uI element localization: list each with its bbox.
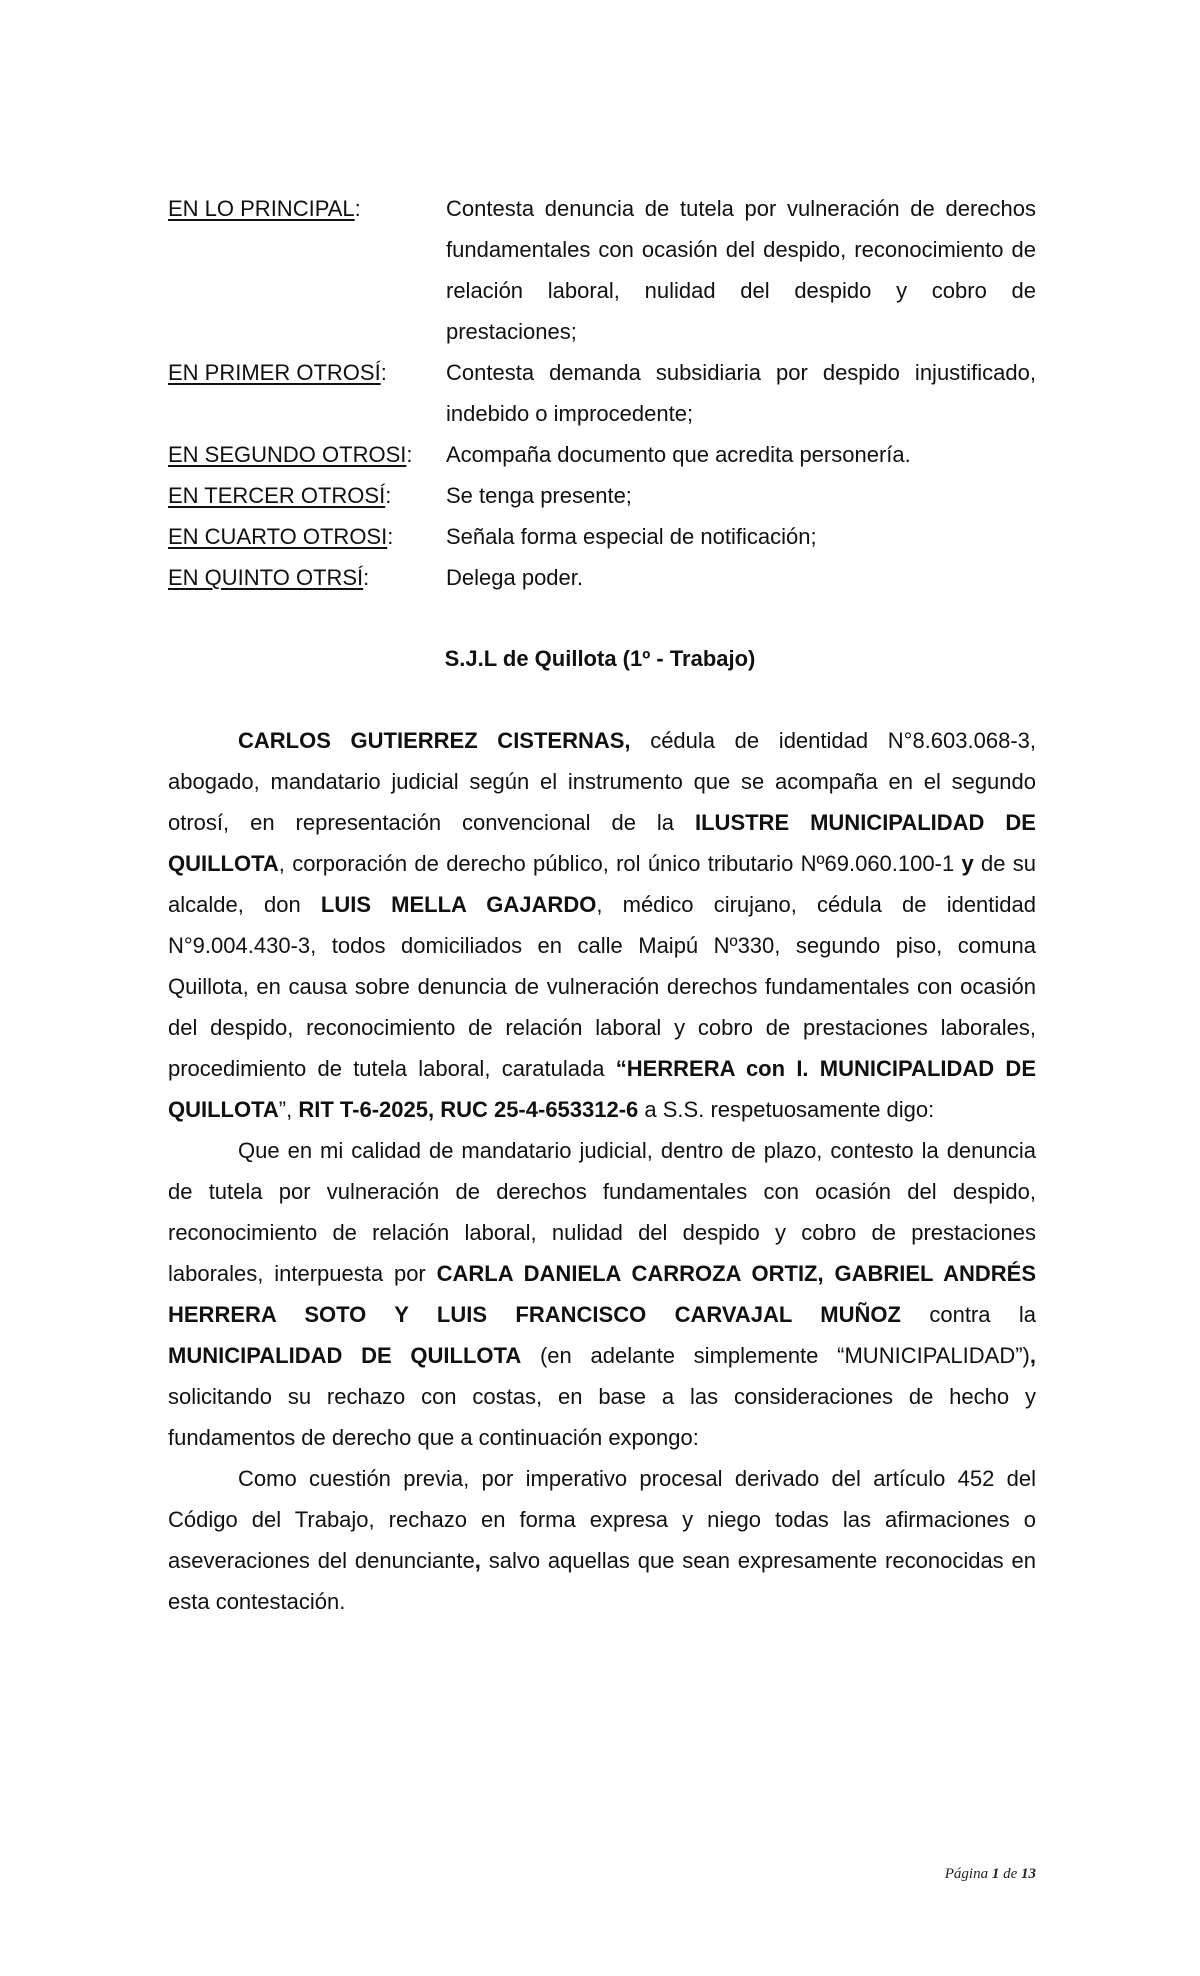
sumilla-block	[168, 188, 1036, 598]
sumilla-label: EN TERCER OTROSÍ:	[168, 483, 392, 508]
court-heading: S.J.L de Quillota (1º - Trabajo)	[444, 646, 756, 671]
sumilla-row	[168, 516, 1036, 557]
sumilla-text: Señala forma especial de notificación;	[446, 524, 817, 549]
sumilla-label: EN QUINTO OTRSÍ:	[168, 565, 370, 590]
sumilla-label: EN LO PRINCIPAL:	[168, 196, 361, 221]
sumilla-text: Se tenga presente;	[446, 483, 632, 508]
sumilla-row	[168, 352, 1036, 434]
sumilla-text: Delega poder.	[446, 565, 583, 590]
sumilla-row	[168, 557, 1036, 598]
sumilla-label: EN PRIMER OTROSÍ:	[168, 360, 387, 385]
sumilla-text: Contesta demanda subsidiaria por despido injustificado, indebido o improcedente;	[446, 360, 1036, 426]
preliminary-paragraph: Como cuestión previa, por imperativo procesal derivado del artículo 452 del Código del Trabajo, rechazo en forma expresa y niego todas las afirmaciones o aseveraciones del denunciante, salvo aquellas que sean expresamente reconocidas en esta contestación.	[168, 1466, 1036, 1614]
sumilla-label: EN SEGUNDO OTROSI:	[168, 442, 413, 467]
response-paragraph: Que en mi calidad de mandatario judicial, dentro de plazo, contesto la denuncia de tutela por vulneración de derechos fundamentales con ocasión del despido, reconocimiento de relación laboral, nulidad del despido y cobro de prestaciones laborales, interpuesta por CARLA DANIELA CARROZA ORTIZ, GABRIEL ANDRÉS HERRERA SOTO Y LUIS FRANCISCO CARVAJAL MUÑOZ contra la MUNICIPALIDAD DE QUILLOTA (en adelante simplemente “MUNICIPALIDAD”), solicitando su rechazo con costas, en base a las consideraciones de hecho y fundamentos de derecho que a continuación expongo:	[168, 1138, 1037, 1450]
sumilla-text: Contesta denuncia de tutela por vulneración de derechos fundamentales con ocasión del despido, reconocimiento de relación laboral, nulidad del despido y cobro de prestaciones;	[446, 196, 1036, 344]
sumilla-text: Acompaña documento que acredita personería.	[446, 442, 911, 467]
intro-paragraph: CARLOS GUTIERREZ CISTERNAS, cédula de identidad N°8.603.068-3, abogado, mandatario judicial según el instrumento que se acompaña en el segundo otrosí, en representación convencional de la ILUSTRE MUNICIPALIDAD DE QUILLOTA, corporación de derecho público, rol único tributario Nº69.060.100-1 y de su alcalde, don LUIS MELLA GAJARDO, médico cirujano, cédula de identidad N°9.004.430-3, todos domiciliados en calle Maipú Nº330, segundo piso, comuna Quillota, en causa sobre denuncia de vulneración derechos fundamentales con ocasión del despido, reconocimiento de relación laboral y cobro de prestaciones laborales, procedimiento de tutela laboral, caratulada “HERRERA con I. MUNICIPALIDAD DE QUILLOTA”, RIT T-6-2025, RUC 25-4-653312-6 a S.S. respetuosamente digo:	[168, 728, 1036, 1122]
sumilla-row	[168, 434, 1036, 475]
page-number: Página 1 de 13	[944, 1866, 1036, 1882]
sumilla-row	[168, 188, 1036, 352]
sumilla-label: EN CUARTO OTROSI:	[168, 524, 394, 549]
sumilla-row	[168, 475, 1036, 516]
document-body	[168, 720, 1036, 1622]
